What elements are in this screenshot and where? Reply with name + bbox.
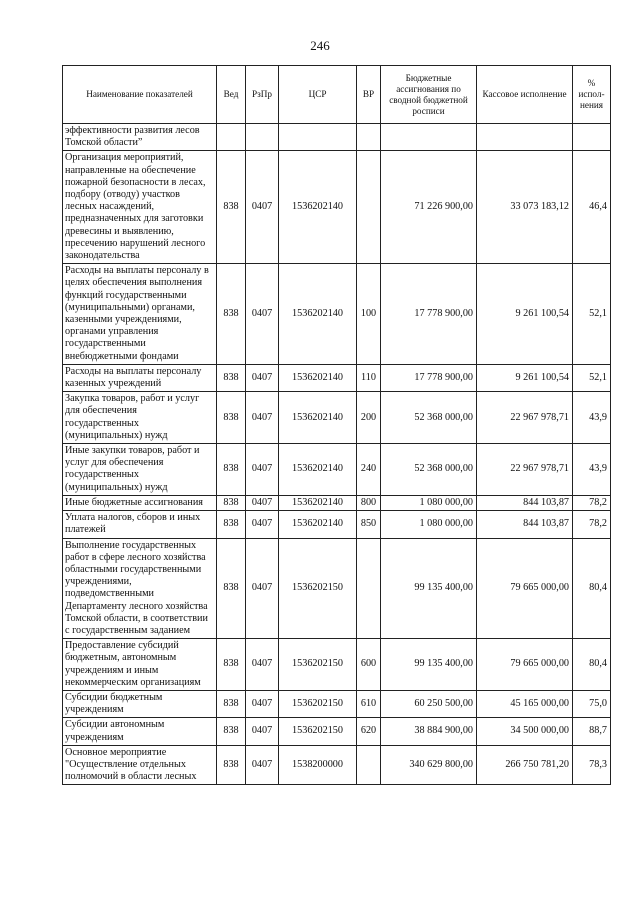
cell-pct: 46,4 (573, 151, 611, 264)
cell-budget: 71 226 900,00 (381, 151, 477, 264)
cell-budget: 52 368 000,00 (381, 444, 477, 496)
cell-csr: 1536202140 (279, 511, 357, 538)
cell-ved: 838 (217, 718, 246, 745)
cell-csr: 1536202150 (279, 639, 357, 691)
cell-cash: 9 261 100,54 (477, 364, 573, 391)
cell-pct: 80,4 (573, 538, 611, 639)
cell-cash: 22 967 978,71 (477, 444, 573, 496)
cell-cash: 79 665 000,00 (477, 639, 573, 691)
cell-name: Иные бюджетные ассигнования (63, 495, 217, 510)
cell-budget: 99 135 400,00 (381, 639, 477, 691)
cell-pct: 52,1 (573, 364, 611, 391)
cell-ved: 838 (217, 495, 246, 510)
cell-ved: 838 (217, 151, 246, 264)
header-rzpr: РзПр (246, 66, 279, 124)
cell-budget: 17 778 900,00 (381, 364, 477, 391)
cell-pct: 52,1 (573, 264, 611, 365)
cell-rzpr: 0407 (246, 151, 279, 264)
cell-name: Выполнение государственных работ в сфере лесного хозяйства областными государственными учреждениями, подведомственными Департаменту лесного хозяйства Томской области, в соответствии с государственным заданием (63, 538, 217, 639)
table-row (63, 264, 611, 365)
cell-rzpr: 0407 (246, 690, 279, 717)
table-row (63, 718, 611, 745)
cell-budget (381, 124, 477, 151)
cell-csr: 1538200000 (279, 745, 357, 785)
table-header-row (63, 66, 611, 124)
cell-csr: 1536202140 (279, 495, 357, 510)
cell-name: Уплата налогов, сборов и иных платежей (63, 511, 217, 538)
cell-csr: 1536202150 (279, 690, 357, 717)
cell-vr (357, 745, 381, 785)
cell-ved: 838 (217, 264, 246, 365)
cell-rzpr: 0407 (246, 364, 279, 391)
cell-ved: 838 (217, 538, 246, 639)
cell-vr: 200 (357, 392, 381, 444)
cell-csr: 1536202140 (279, 444, 357, 496)
cell-pct: 78,2 (573, 495, 611, 510)
cell-vr (357, 151, 381, 264)
cell-pct: 88,7 (573, 718, 611, 745)
cell-name: Субсидии бюджетным учреждениям (63, 690, 217, 717)
cell-ved: 838 (217, 392, 246, 444)
cell-cash: 33 073 183,12 (477, 151, 573, 264)
cell-cash: 22 967 978,71 (477, 392, 573, 444)
table-row (63, 639, 611, 691)
cell-ved: 838 (217, 444, 246, 496)
header-cash: Кассовое исполнение (477, 66, 573, 124)
cell-rzpr: 0407 (246, 511, 279, 538)
cell-vr: 620 (357, 718, 381, 745)
header-pct: % испол-нения (573, 66, 611, 124)
cell-cash: 9 261 100,54 (477, 264, 573, 365)
cell-budget: 1 080 000,00 (381, 511, 477, 538)
cell-pct (573, 124, 611, 151)
cell-name: Основное мероприятие "Осуществление отдельных полномочий в области лесных (63, 745, 217, 785)
header-csr: ЦСР (279, 66, 357, 124)
cell-cash: 844 103,87 (477, 495, 573, 510)
cell-cash: 266 750 781,20 (477, 745, 573, 785)
page-number: 246 (310, 38, 330, 53)
cell-pct: 78,3 (573, 745, 611, 785)
cell-cash: 79 665 000,00 (477, 538, 573, 639)
cell-cash: 45 165 000,00 (477, 690, 573, 717)
cell-rzpr: 0407 (246, 639, 279, 691)
table-row (63, 392, 611, 444)
cell-csr: 1536202140 (279, 264, 357, 365)
cell-ved: 838 (217, 690, 246, 717)
cell-name: Закупка товаров, работ и услуг для обеспечения государственных (муниципальных) нужд (63, 392, 217, 444)
header-budget: Бюджетные ассигнования по сводной бюджетной росписи (381, 66, 477, 124)
cell-csr (279, 124, 357, 151)
cell-name: Расходы на выплаты персоналу в целях обеспечения выполнения функций государственными (муниципальными) органами, казенными учреждениями, органами управления государственными внебюджетными фондами (63, 264, 217, 365)
cell-ved: 838 (217, 639, 246, 691)
cell-pct: 80,4 (573, 639, 611, 691)
table-row (63, 364, 611, 391)
cell-vr: 850 (357, 511, 381, 538)
cell-budget: 38 884 900,00 (381, 718, 477, 745)
cell-ved (217, 124, 246, 151)
cell-vr: 240 (357, 444, 381, 496)
cell-rzpr: 0407 (246, 745, 279, 785)
cell-rzpr: 0407 (246, 495, 279, 510)
cell-csr: 1536202140 (279, 364, 357, 391)
cell-budget: 17 778 900,00 (381, 264, 477, 365)
cell-budget: 60 250 500,00 (381, 690, 477, 717)
cell-budget: 99 135 400,00 (381, 538, 477, 639)
cell-budget: 52 368 000,00 (381, 392, 477, 444)
table-row (63, 745, 611, 785)
cell-csr: 1536202140 (279, 392, 357, 444)
cell-name: Иные закупки товаров, работ и услуг для обеспечения государственных (муниципальных) нужд (63, 444, 217, 496)
table-row (63, 495, 611, 510)
cell-csr: 1536202150 (279, 538, 357, 639)
table-row (63, 511, 611, 538)
cell-rzpr: 0407 (246, 444, 279, 496)
cell-pct: 43,9 (573, 444, 611, 496)
table-row (63, 690, 611, 717)
cell-budget: 340 629 800,00 (381, 745, 477, 785)
cell-ved: 838 (217, 364, 246, 391)
cell-vr (357, 124, 381, 151)
header-name: Наименование показателей (63, 66, 217, 124)
header-vr: ВР (357, 66, 381, 124)
cell-name: Организация мероприятий, направленные на обеспечение пожарной безопасности в лесах, подбору (отводу) участков лесных насаждений, предназначенных для заготовки древесины и выявлению, пресечению нарушений лесного законодательства (63, 151, 217, 264)
budget-execution-table (62, 65, 611, 785)
table-row (63, 538, 611, 639)
cell-ved: 838 (217, 745, 246, 785)
cell-cash (477, 124, 573, 151)
cell-csr: 1536202140 (279, 151, 357, 264)
cell-rzpr: 0407 (246, 392, 279, 444)
cell-vr: 600 (357, 639, 381, 691)
table-row (63, 151, 611, 264)
cell-cash: 34 500 000,00 (477, 718, 573, 745)
cell-vr: 110 (357, 364, 381, 391)
cell-budget: 1 080 000,00 (381, 495, 477, 510)
cell-pct: 43,9 (573, 392, 611, 444)
cell-pct: 78,2 (573, 511, 611, 538)
cell-ved: 838 (217, 511, 246, 538)
cell-cash: 844 103,87 (477, 511, 573, 538)
cell-vr: 800 (357, 495, 381, 510)
table-row (63, 124, 611, 151)
cell-name: Предоставление субсидий бюджетным, автономным учреждениям и иным некоммерческим организациям (63, 639, 217, 691)
cell-vr (357, 538, 381, 639)
header-ved: Вед (217, 66, 246, 124)
cell-vr: 610 (357, 690, 381, 717)
cell-pct: 75,0 (573, 690, 611, 717)
cell-rzpr: 0407 (246, 264, 279, 365)
cell-name: Расходы на выплаты персоналу казенных учреждений (63, 364, 217, 391)
cell-vr: 100 (357, 264, 381, 365)
cell-name: Субсидии автономным учреждениям (63, 718, 217, 745)
table-row (63, 444, 611, 496)
cell-rzpr (246, 124, 279, 151)
cell-rzpr: 0407 (246, 718, 279, 745)
cell-csr: 1536202150 (279, 718, 357, 745)
cell-rzpr: 0407 (246, 538, 279, 639)
cell-name: эффективности развития лесов Томской области” (63, 124, 217, 151)
